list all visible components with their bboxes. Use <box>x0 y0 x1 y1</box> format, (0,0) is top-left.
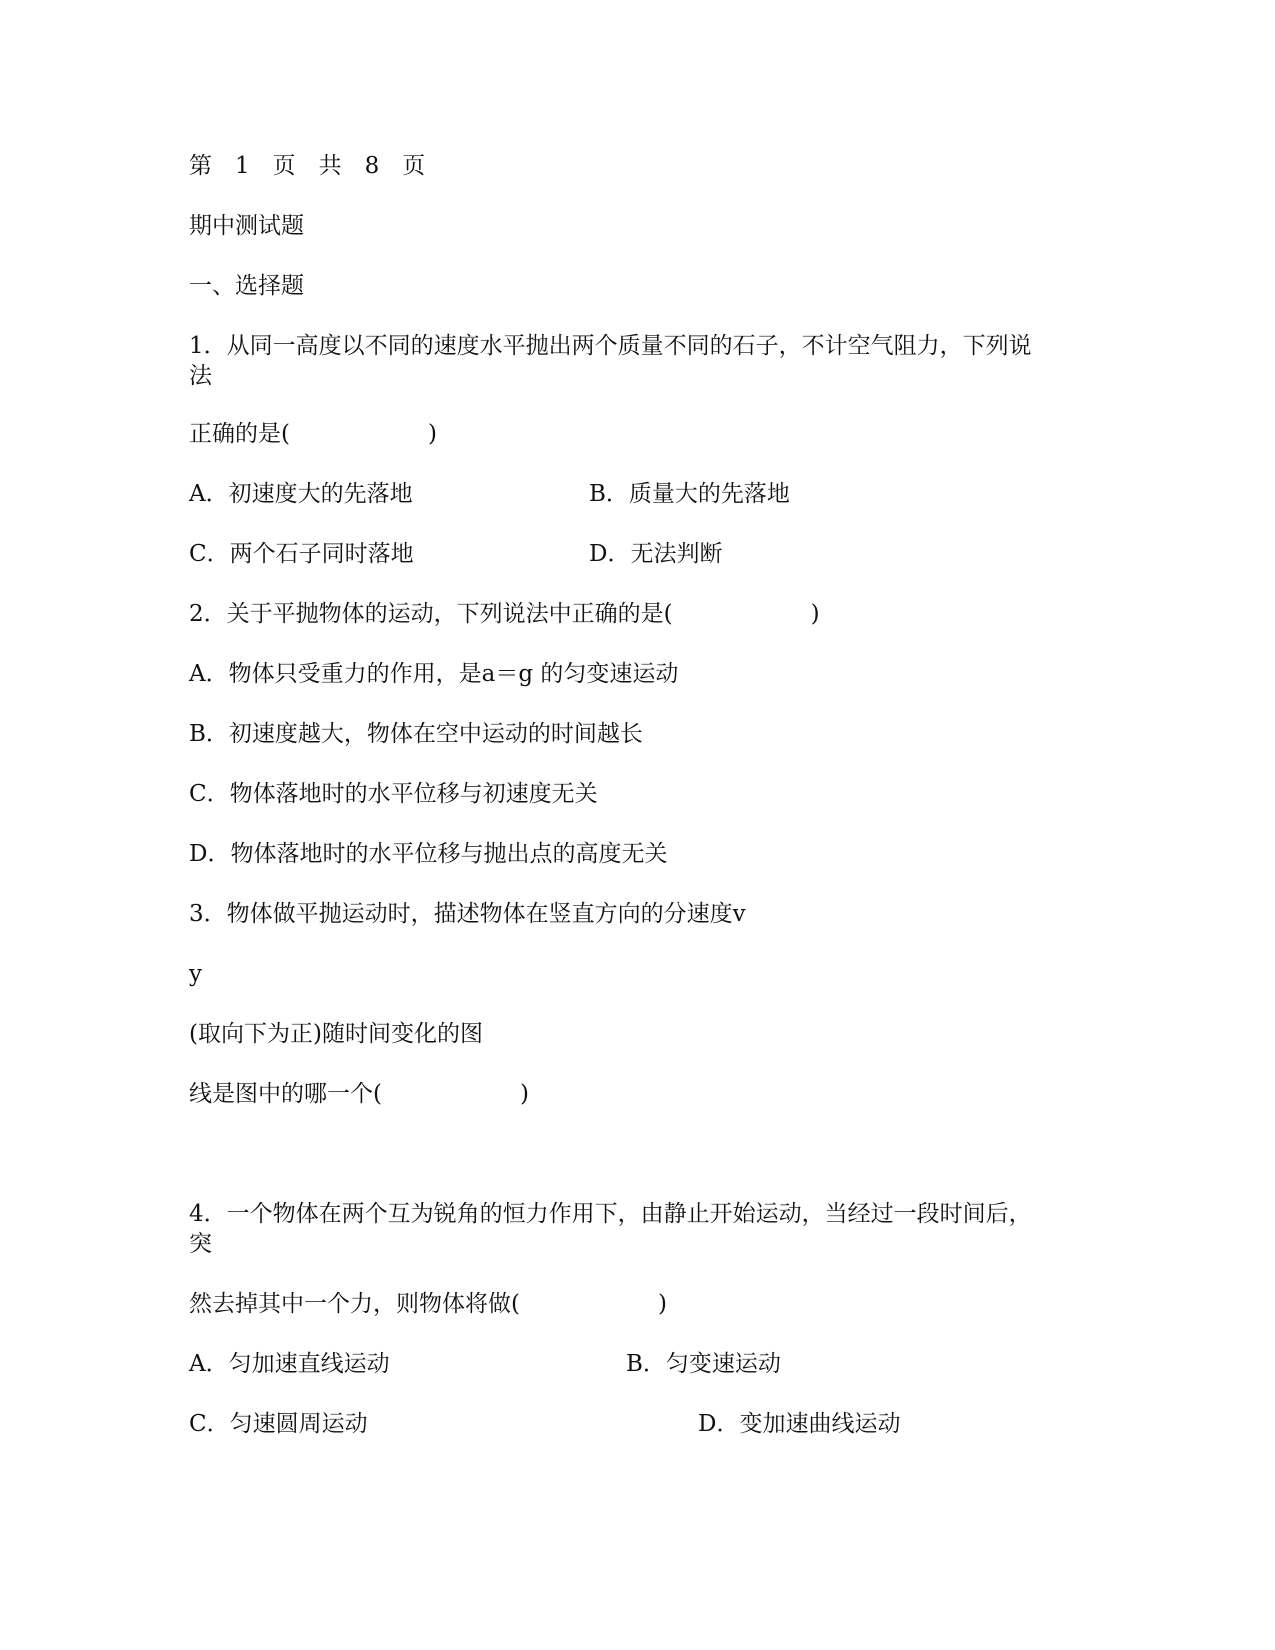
q4-stem-line3: 然去掉其中一个力，则物体将做( ) <box>189 1291 667 1317</box>
q1-option-a: A．初速度大的先落地 <box>189 481 413 507</box>
q1-option-c: C．两个石子同时落地 <box>189 541 414 567</box>
document-title: 期中测试题 <box>189 213 304 239</box>
q2-option-d: D．物体落地时的水平位移与抛出点的高度无关 <box>189 841 668 867</box>
q4-stem-line1: 4．一个物体在两个互为锐角的恒力作用下，由静止开始运动，当经过一段时间后， <box>189 1201 1032 1227</box>
q2-option-c: C．物体落地时的水平位移与初速度无关 <box>189 781 598 807</box>
q1-stem-line1: 1．从同一高度以不同的速度水平抛出两个质量不同的石子，不计空气阻力，下列说 <box>189 333 1032 359</box>
q4-stem-line2: 突 <box>189 1231 212 1257</box>
q4-option-d: D．变加速曲线运动 <box>698 1411 901 1437</box>
q4-option-c: C．匀速圆周运动 <box>189 1411 368 1437</box>
q4-option-a: A．匀加速直线运动 <box>189 1351 390 1377</box>
q3-stem-line1: 3．物体做平抛运动时，描述物体在竖直方向的分速度v <box>189 901 746 927</box>
q1-stem-line3: 正确的是( ) <box>189 421 437 447</box>
section-heading: 一、选择题 <box>189 273 304 299</box>
q2-option-b: B．初速度越大，物体在空中运动的时间越长 <box>189 721 643 747</box>
q2-option-a: A．物体只受重力的作用，是a＝g 的匀变速运动 <box>189 661 679 687</box>
page-counter: 第 1 页 共 8 页 <box>189 153 426 179</box>
q3-stem-line2: y <box>189 961 202 987</box>
q1-option-d: D．无法判断 <box>589 541 723 567</box>
q2-stem: 2．关于平抛物体的运动，下列说法中正确的是( ) <box>189 601 820 627</box>
q3-stem-line3: (取向下为正)随时间变化的图 <box>189 1021 483 1047</box>
q4-option-b: B．匀变速运动 <box>626 1351 781 1377</box>
q1-stem-line2: 法 <box>189 363 212 389</box>
q1-option-b: B．质量大的先落地 <box>589 481 790 507</box>
q3-stem-line4: 线是图中的哪一个( ) <box>189 1081 529 1107</box>
